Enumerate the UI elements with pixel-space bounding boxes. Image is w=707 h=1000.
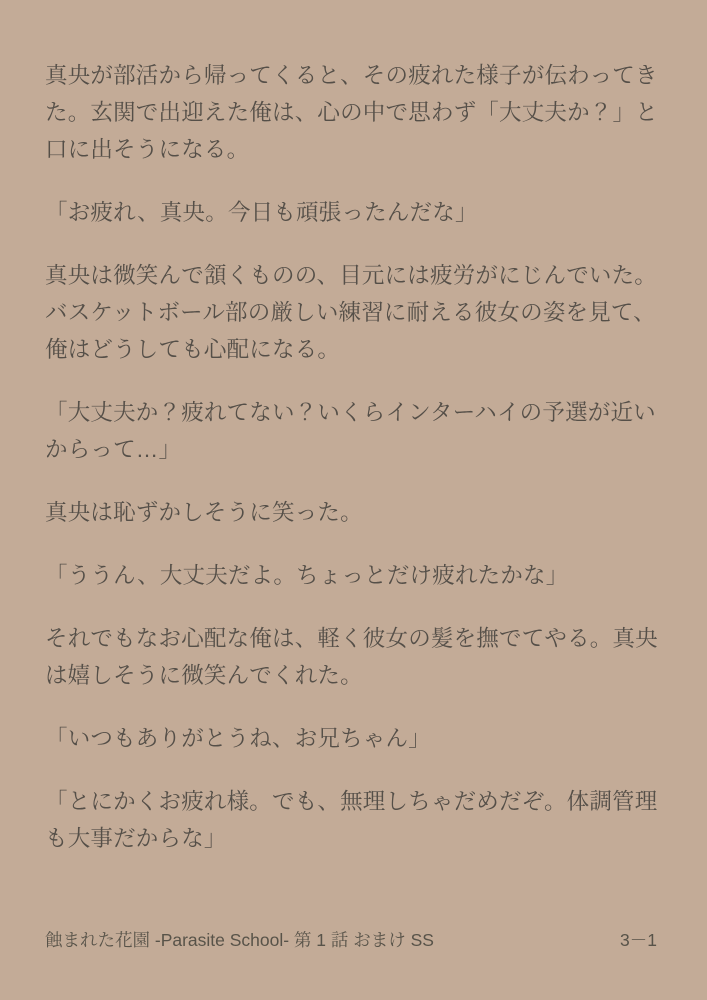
story-paragraph bbox=[45, 494, 663, 531]
story-line: 真央が部活から帰ってくると、その疲れた様子が伝わってき bbox=[45, 63, 658, 88]
story-line: 「ううん、大丈夫だよ。ちょっとだけ疲れたかな」 bbox=[45, 563, 569, 588]
story-line: は嬉しそうに微笑んでくれた。 bbox=[45, 663, 363, 688]
story-paragraph-dialogue bbox=[45, 783, 663, 857]
story-line: 俺はどうしても心配になる。 bbox=[45, 337, 341, 362]
story-line: も大事だからな」 bbox=[45, 826, 227, 851]
story-paragraph-dialogue bbox=[45, 194, 663, 231]
story-paragraph-dialogue bbox=[45, 394, 663, 468]
story-line: 口に出そうになる。 bbox=[45, 137, 250, 162]
story-line: 「とにかくお疲れ様。でも、無理しちゃだめだぞ。体調管理 bbox=[45, 789, 658, 814]
story-line: それでもなお心配な俺は、軽く彼女の髪を撫でてやる。真央 bbox=[45, 626, 658, 651]
story-paragraph bbox=[45, 257, 663, 368]
page-footer bbox=[45, 928, 657, 952]
story-line: 真央は微笑んで頷くものの、目元には疲労がにじんでいた。 bbox=[45, 263, 658, 288]
story-paragraph bbox=[45, 57, 663, 168]
story-line: た。玄関で出迎えた俺は、心の中で思わず「大丈夫か？」と bbox=[45, 100, 658, 125]
story-line: 真央は恥ずかしそうに笑った。 bbox=[45, 500, 363, 525]
footer-page-number: 3－1 bbox=[620, 930, 657, 950]
footer-series-title: 蝕まれた花園 -Parasite School- 第 1 話 おまけ SS bbox=[45, 930, 434, 950]
story-line: 「お疲れ、真央。今日も頑張ったんだな」 bbox=[45, 200, 478, 225]
story-line: バスケットボール部の厳しい練習に耐える彼女の姿を見て、 bbox=[45, 300, 656, 325]
story-text bbox=[45, 57, 663, 883]
story-paragraph-dialogue bbox=[45, 720, 663, 757]
story-paragraph bbox=[45, 620, 663, 694]
story-paragraph-dialogue bbox=[45, 557, 663, 594]
story-line: 「大丈夫か？疲れてない？いくらインターハイの予選が近い bbox=[45, 400, 656, 425]
story-line: からって…」 bbox=[45, 437, 182, 462]
story-line: 「いつもありがとうね、お兄ちゃん」 bbox=[45, 726, 431, 751]
